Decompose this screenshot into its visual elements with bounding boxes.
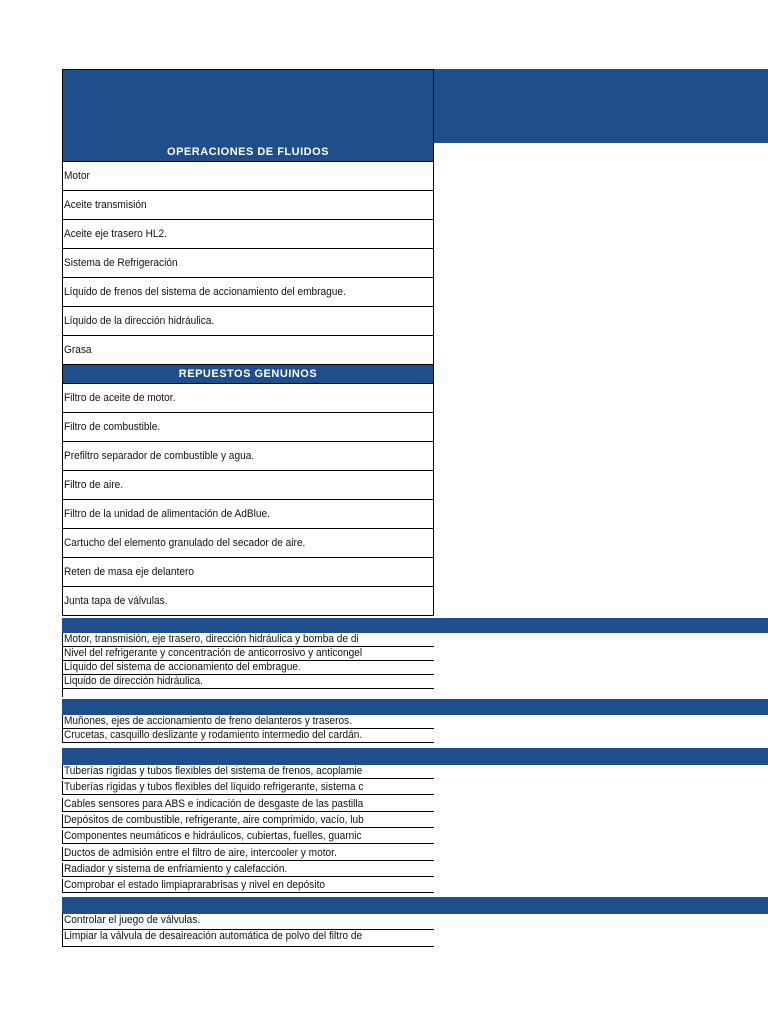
header-cell [62,69,434,143]
part-row[interactable]: Reten de masa eje delantero [62,558,434,587]
fluid-row[interactable]: Líquido de la dirección hidráulica. [62,307,434,336]
inspect-row[interactable]: Cables sensores para ABS e indicación de desgaste de las pastilla [62,798,434,812]
section-title-fluids: OPERACIONES DE FLUIDOS [62,143,434,162]
inspect-row[interactable]: Radiador y sistema de enfriamiento y calefacción. [62,863,434,877]
part-row[interactable]: Cartucho del elemento granulado del secador de aire. [62,529,434,558]
inspect-row[interactable]: Componentes neumáticos e hidráulicos, cubiertas, fuelles, guarnic [62,830,434,844]
fluid-row[interactable]: Grasa [62,336,434,365]
part-row[interactable]: Filtro de combustible. [62,413,434,442]
inspect-row[interactable]: Depósitos de combustible, refrigerante, aire comprimido, vacío, lub [62,814,434,828]
adjust-row[interactable]: Limpiar la válvula de desaireación automática de polvo del filtro de [62,930,434,947]
inspect-row[interactable]: Ductos de admisión entre el filtro de aire, intercooler y motor. [62,847,434,861]
lube-row[interactable]: Crucetas, casquillo deslizante y rodamiento intermedio del cardán. [62,729,434,743]
part-row[interactable]: Prefiltro separador de combustible y agua. [62,442,434,471]
inspect-row[interactable]: Comprobar el estado limpiaprarabrisas y nivel en depósito [62,879,434,893]
section-band-2 [62,699,768,715]
fluid-row[interactable]: Sistema de Refrigeración [62,249,434,278]
fluid-row[interactable]: Líquido de frenos del sistema de accionamiento del embrague. [62,278,434,307]
check-row[interactable]: Motor, transmisión, eje trasero, dirección hidráulica y bomba de di [62,633,434,647]
part-row[interactable]: Filtro de la unidad de alimentación de AdBlue. [62,500,434,529]
section-band-1 [62,618,768,633]
section-title-parts: REPUESTOS GENUINOS [62,365,434,384]
fluid-row[interactable]: Aceite transmisión [62,191,434,220]
section-band-3 [62,748,768,765]
lube-row[interactable]: Muñones, ejes de accionamiento de freno delanteros y traseros. [62,715,434,729]
fluid-row[interactable]: Motor [62,162,434,191]
check-row[interactable]: Líquido del sistema de accionamiento del embrague. [62,661,434,675]
adjust-row[interactable]: Controlar el juego de válvulas. [62,914,434,930]
check-row[interactable]: Nivel del refrigerante y concentración de anticorrosivo y anticongel [62,647,434,661]
check-row[interactable]: Liquido de dirección hidráulica. [62,675,434,689]
part-row[interactable]: Filtro de aceite de motor. [62,384,434,413]
fluid-row[interactable]: Aceite eje trasero HL2. [62,220,434,249]
part-row[interactable]: Junta tapa de válvulas. [62,587,434,616]
section-band-4 [62,897,768,914]
inspect-row[interactable]: Tuberías rígidas y tubos flexibles del líquido refrigerante, sistema c [62,781,434,795]
inspect-row[interactable]: Tuberías rígidas y tubos flexibles del sistema de frenos, acoplamie [62,765,434,779]
part-row[interactable]: Filtro de aire. [62,471,434,500]
